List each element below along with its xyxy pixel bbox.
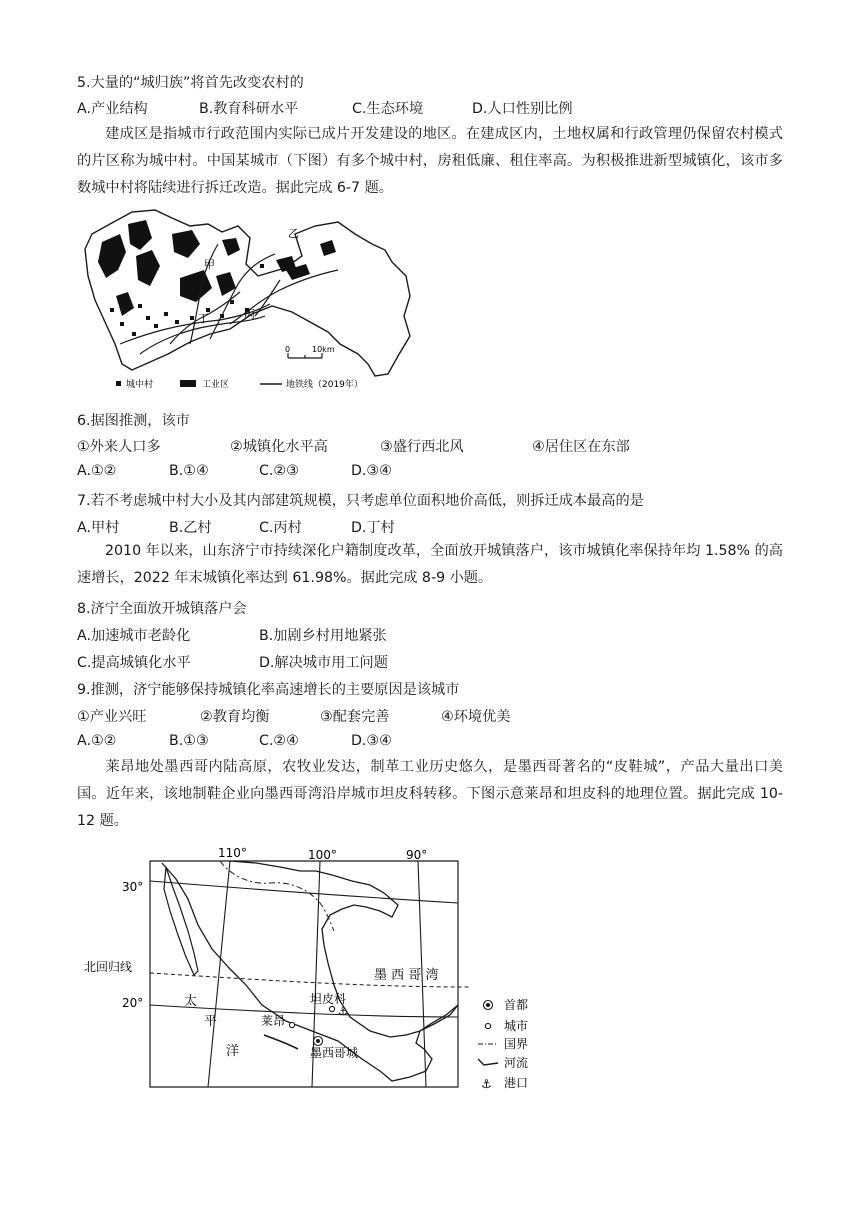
q5-stem: 5.大量的“城归族”将首先改变农村的 xyxy=(77,75,304,91)
q8-option-c: C.提高城镇化水平 xyxy=(77,655,191,671)
q7-option-c: C.丙村 xyxy=(259,520,302,536)
q6-option-d: D.③④ xyxy=(351,463,392,479)
ocean-char-2: 平 xyxy=(204,1014,218,1029)
q9-statement-1: ①产业兴旺 xyxy=(77,709,147,725)
q5-option-b: B.教育科研水平 xyxy=(199,101,299,117)
map1-legend xyxy=(116,378,363,390)
q6-statement-4: ④居住区在东部 xyxy=(532,439,630,455)
q6-option-c: C.②③ xyxy=(259,463,299,479)
city-label-capital: 墨西哥城 xyxy=(310,1046,359,1060)
ocean-char-3: 洋 xyxy=(226,1044,240,1059)
q7-stem: 7.若不考虑城中村大小及其内部建筑规模，只考虑单位面积地价高低，则拆迁成本最高的是 xyxy=(77,493,644,509)
tampico-port-icon: ⚓ xyxy=(338,1005,348,1018)
q9-stem: 9.推测，济宁能够保持城镇化率高速增长的主要原因是该城市 xyxy=(77,682,460,698)
legend-village: 城中村 xyxy=(126,380,154,390)
lat-20: 20° xyxy=(122,996,144,1010)
passage-6-7 xyxy=(77,121,783,202)
q8-stem: 8.济宁全面放开城镇落户会 xyxy=(77,601,247,617)
passage-10-12-text: 莱昂地处墨西哥内陆高原，农牧业发达，制革工业历史悠久，是墨西哥著名的“皮鞋城”，产品大量出口美国。近年来，该地制鞋企业向墨西哥湾沿岸城市坦皮科转移。下图示意莱昂和坦皮科的地理位置。据此完成 10-12 题。 xyxy=(77,759,783,829)
legend-city: 城市 xyxy=(504,1019,529,1033)
lon-100: 100° xyxy=(308,848,337,862)
map2-legend xyxy=(478,997,528,1091)
lon-110: 110° xyxy=(218,846,247,860)
village-label-bing: 丙 xyxy=(244,308,255,321)
city-map-figure xyxy=(80,204,420,399)
legend-border: 国界 xyxy=(504,1037,529,1051)
river-line xyxy=(264,1035,298,1049)
passage-8-9-text: 2010 年以来，山东济宁市持续深化户籍制度改革，全面放开城镇落户，该市城镇化率保持年均 1.58% 的高速增长，2022 年末城镇化率达到 61.98%。据此完成 8-9 小题。 xyxy=(77,543,783,586)
q9-statement-3: ③配套完善 xyxy=(320,709,390,725)
scale-bar xyxy=(285,345,335,358)
q6-option-b: B.①④ xyxy=(169,463,209,479)
q8-option-a: A.加速城市老龄化 xyxy=(77,628,191,644)
legend-port: 港口 xyxy=(504,1076,529,1090)
q6-statement-3: ③盛行西北风 xyxy=(380,439,464,455)
village-label-jia: 甲 xyxy=(204,258,215,271)
q7-option-a: A.甲村 xyxy=(77,520,120,536)
q9-statement-4: ④环境优美 xyxy=(441,709,511,725)
q9-option-a: A.①② xyxy=(77,733,117,749)
q9-option-d: D.③④ xyxy=(351,733,392,749)
gulf-label: 墨 西 哥 湾 xyxy=(374,968,439,983)
tampico-city-marker xyxy=(329,1006,334,1011)
scale-distance: 10km xyxy=(312,345,335,354)
q5-option-a: A.产业结构 xyxy=(77,101,148,117)
mexico-map-svg xyxy=(80,845,550,1095)
anchor-icon: ⚓ xyxy=(481,1077,492,1091)
mexico-map-figure xyxy=(80,845,550,1095)
city-label-leon: 莱昂 xyxy=(261,1014,286,1028)
lon-90: 90° xyxy=(406,848,428,862)
q5-option-c: C.生态环境 xyxy=(352,101,424,117)
q6-statement-1: ①外来人口多 xyxy=(77,439,161,455)
city-map-svg xyxy=(80,204,420,399)
q9-statement-2: ②教育均衡 xyxy=(200,709,270,725)
legend-industrial: 工业区 xyxy=(202,380,230,390)
passage-8-9 xyxy=(77,538,783,592)
capital-marker-inner xyxy=(316,1039,320,1043)
legend-capital: 首都 xyxy=(504,998,529,1012)
q6-statement-2: ②城镇化水平高 xyxy=(230,439,328,455)
city-label-tampico: 坦皮科 xyxy=(310,992,347,1006)
q7-option-b: B.乙村 xyxy=(169,520,212,536)
village-label-ding: 丁 xyxy=(198,312,209,325)
legend-river: 河流 xyxy=(504,1056,529,1070)
passage-6-7-text: 建成区是指城市行政范围内实际已成片开发建设的地区。在建成区内，土地权属和行政管理仍保留农村模式的片区称为城中村。中国某城市（下图）有多个城中村，房租低廉、租住率高。为积极推进新型城镇化，该市多数城中村将陆续进行拆迁改造。据此完成 6-7 题。 xyxy=(77,126,783,196)
village-label-yi: 乙 xyxy=(288,227,299,240)
lat-30: 30° xyxy=(122,880,144,894)
passage-10-12 xyxy=(77,754,783,835)
legend-metro: 地铁线（2019年） xyxy=(286,380,363,390)
scale-zero: 0 xyxy=(285,345,291,354)
q9-option-c: C.②④ xyxy=(259,733,299,749)
q9-option-b: B.①③ xyxy=(169,733,209,749)
leon-city-marker xyxy=(289,1022,294,1027)
q7-option-d: D.丁村 xyxy=(351,520,395,536)
tropic-label: 北回归线 xyxy=(84,960,133,974)
ocean-char-1: 太 xyxy=(184,994,198,1009)
q5-option-d: D.人口性别比例 xyxy=(472,101,573,117)
q8-option-d: D.解决城市用工问题 xyxy=(259,655,388,671)
q8-option-b: B.加剧乡村用地紧张 xyxy=(259,628,387,644)
q6-option-a: A.①② xyxy=(77,463,117,479)
q6-stem: 6.据图推测，该市 xyxy=(77,413,190,429)
